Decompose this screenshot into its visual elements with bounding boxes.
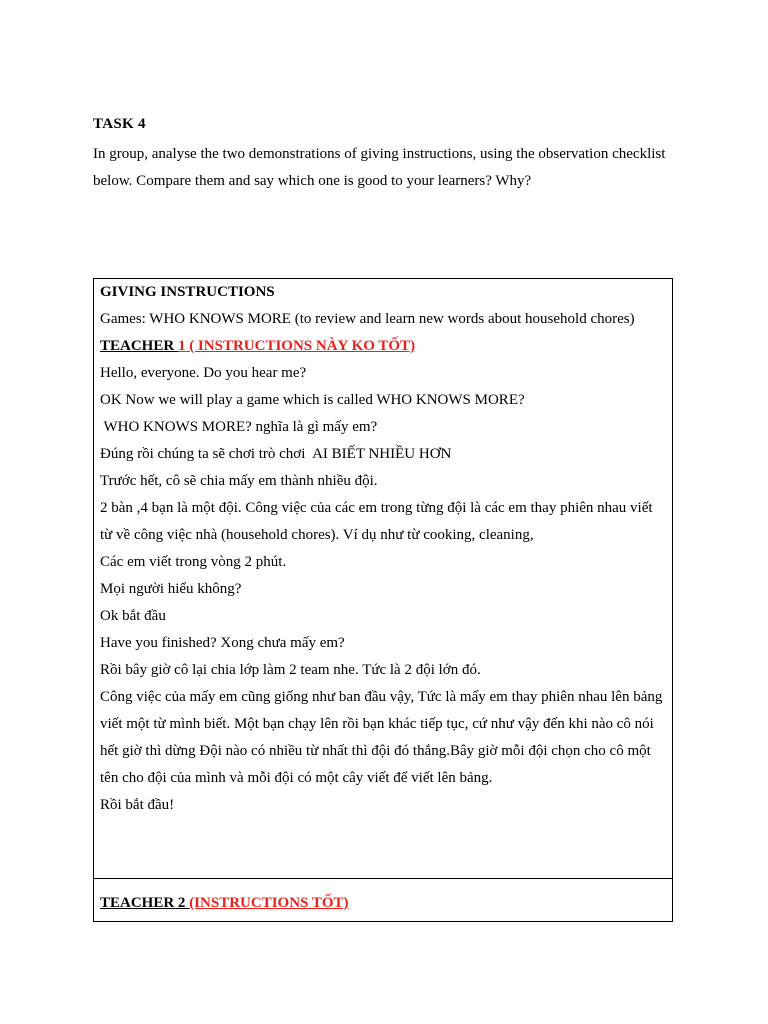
table-heading: GIVING INSTRUCTIONS (100, 284, 275, 300)
script-line: 2 bàn ,4 bạn là một đội. Công việc của các em trong từng đội là các em thay phiên nhau viết từ về công việc nhà (household chores). Ví dụ như từ cooking, cleaning, (100, 500, 653, 543)
teacher-2-label: TEACHER 2 (100, 895, 190, 911)
script-line: Công việc của mấy em cũng giống như ban đầu vậy, Tức là mấy em thay phiên nhau lên bảng viết một từ mình biết. Một bạn chạy lên rồi bạn khác tiếp tục, cứ như vậy đến khi nào cô nói hết giờ thì dừng Đội nào có nhiều từ nhất thì đội đó thắng.Bây giờ mỗi đội chọn cho cô một tên cho đội của mình và mỗi đội có một cây viết để viết lên bảng. (100, 689, 663, 786)
script-line: Đúng rồi chúng ta sẽ chơi trò chơi AI BIẾT NHIỀU HƠN (100, 446, 452, 462)
script-line: Hello, everyone. Do you hear me? (100, 365, 307, 381)
teacher-1-note: 1 ( INSTRUCTIONS NÀY KO TỐT) (177, 338, 416, 354)
task-instructions: In group, analyse the two demonstrations of giving instructions, using the observation checklist below. Compare them and say which one is good to your learners? Why? (93, 146, 666, 189)
script-line: WHO KNOWS MORE? nghĩa là gì mấy em? (100, 419, 378, 435)
games-description: Games: WHO KNOWS MORE (to review and learn new words about household chores) (100, 311, 635, 327)
teacher-1-content (100, 279, 666, 819)
script-line: Rồi bắt đầu! (100, 797, 175, 813)
task-title: TASK 4 (93, 116, 146, 132)
script-line: OK Now we will play a game which is called WHO KNOWS MORE? (100, 392, 525, 408)
teacher-1-cell (94, 279, 672, 879)
script-line: Have you finished? Xong chưa mấy em? (100, 635, 345, 651)
script-line: Mọi người hiểu không? (100, 581, 242, 597)
teacher-2-cell (94, 879, 672, 921)
script-line: Trước hết, cô sẽ chia mấy em thành nhiều đội. (100, 473, 378, 489)
script-line: Rồi bây giờ cô lại chia lớp làm 2 team nhe. Tức là 2 đội lớn đó. (100, 662, 481, 678)
script-line: Ok bắt đầu (100, 608, 166, 624)
teacher-1-label: TEACHER (100, 338, 178, 354)
teacher-1-heading (100, 333, 666, 360)
teacher-2-heading (100, 894, 349, 912)
script-line: Các em viết trong vòng 2 phút. (100, 554, 287, 570)
teacher-2-note: (INSTRUCTIONS TỐT) (189, 895, 349, 911)
instructions-table (93, 278, 673, 922)
